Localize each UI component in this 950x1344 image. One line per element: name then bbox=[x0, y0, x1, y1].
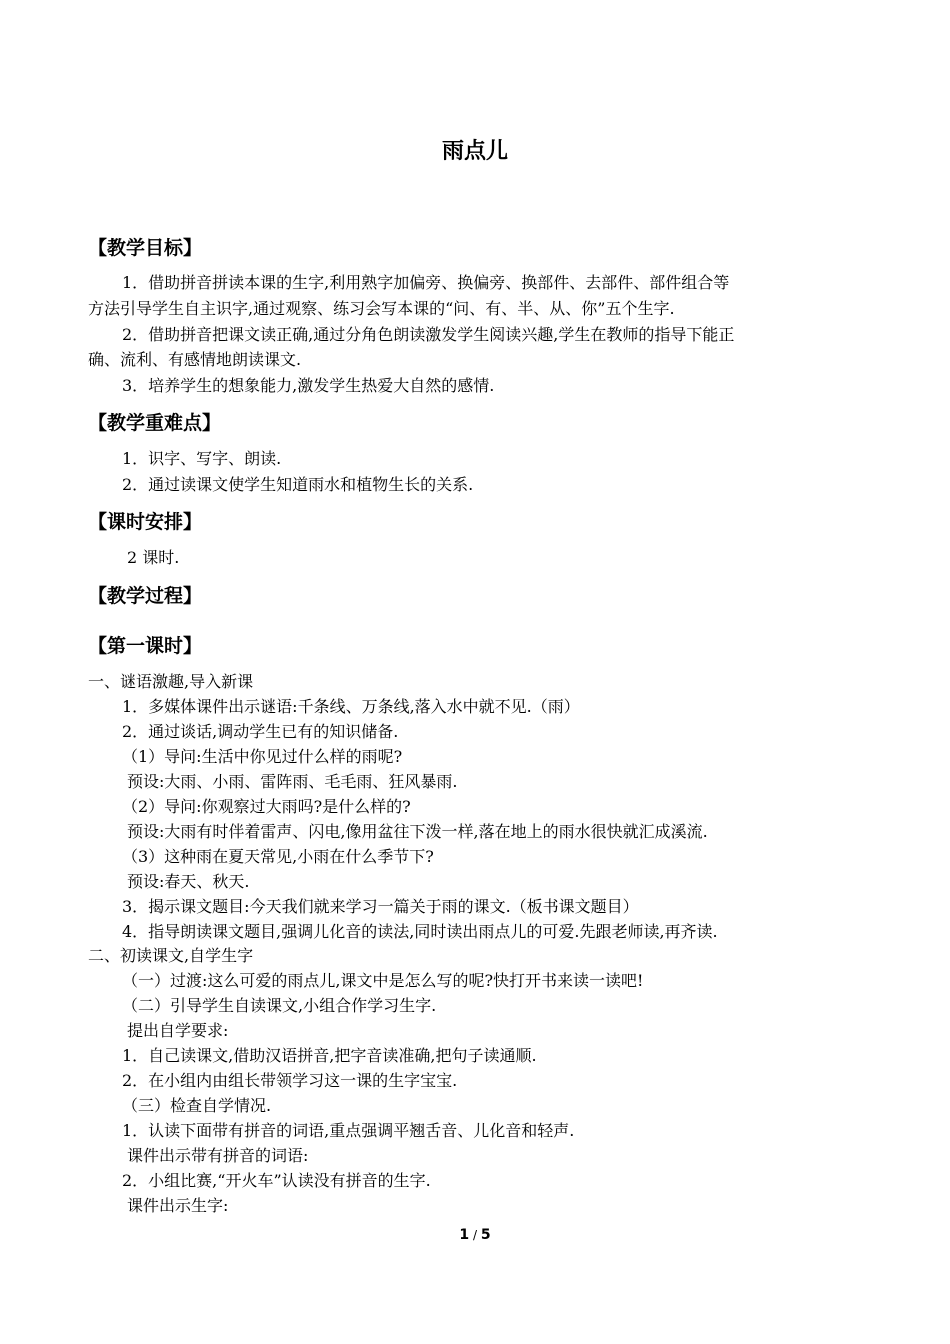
page-current: 1 bbox=[459, 1227, 470, 1243]
objective-line: 2．借助拼音把课文读正确,通过分角色朗读激发学生阅读兴趣,学生在教师的指导下能正 bbox=[122, 325, 735, 344]
key-point-line: 2．通过读课文使学生知道雨水和植物生长的关系. bbox=[122, 475, 474, 494]
lesson-line: （一）过渡:这么可爱的雨点儿,课文中是怎么写的呢?快打开书来读一读吧! bbox=[122, 971, 644, 990]
lesson-line: 课件出示带有拼音的词语: bbox=[127, 1146, 309, 1165]
lesson-line: 提出自学要求: bbox=[127, 1021, 229, 1040]
page-total: 5 bbox=[480, 1227, 491, 1243]
lesson-line: （1）导问:生活中你见过什么样的雨呢? bbox=[122, 747, 403, 766]
heading-schedule: 【课时安排】 bbox=[88, 511, 203, 533]
key-point-line: 1．识字、写字、朗读. bbox=[122, 449, 282, 468]
lesson-line: 预设:春天、秋天. bbox=[127, 872, 250, 891]
heading-process: 【教学过程】 bbox=[88, 585, 203, 607]
lesson-line: 3．揭示课文题目:今天我们就来学习一篇关于雨的课文.（板书课文题目） bbox=[122, 897, 639, 916]
lesson-line: 4．指导朗读课文题目,强调儿化音的读法,同时读出雨点儿的可爱.先跟老师读,再齐读. bbox=[122, 922, 718, 941]
lesson-line: 一、谜语激趣,导入新课 bbox=[88, 672, 254, 691]
lesson-line: 预设:大雨有时伴着雷声、闪电,像用盆往下泼一样,落在地上的雨水很快就汇成溪流. bbox=[127, 822, 708, 841]
document-title: 雨点儿 bbox=[441, 139, 508, 164]
lesson-line: 1．认读下面带有拼音的词语,重点强调平翘舌音、儿化音和轻声. bbox=[122, 1121, 575, 1140]
heading-first-lesson: 【第一课时】 bbox=[88, 635, 203, 657]
page-separator: / bbox=[469, 1228, 481, 1242]
schedule-line: 2 课时. bbox=[127, 548, 180, 567]
lesson-line: 2．通过谈话,调动学生已有的知识储备. bbox=[122, 722, 399, 741]
lesson-line: （三）检查自学情况. bbox=[122, 1096, 272, 1115]
lesson-line: （2）导问:你观察过大雨吗?是什么样的? bbox=[122, 797, 411, 816]
heading-key-points: 【教学重难点】 bbox=[88, 412, 222, 434]
lesson-line: 课件出示生字: bbox=[127, 1196, 229, 1215]
lesson-line: 1．多媒体课件出示谜语:千条线、万条线,落入水中就不见.（雨） bbox=[122, 697, 580, 716]
objective-line: 3．培养学生的想象能力,激发学生热爱大自然的感情. bbox=[122, 376, 495, 395]
objective-line: 方法引导学生自主识字,通过观察、练习会写本课的“问、有、半、从、你”五个生字. bbox=[88, 299, 675, 318]
lesson-line: 二、初读课文,自学生字 bbox=[88, 946, 254, 965]
lesson-line: （二）引导学生自读课文,小组合作学习生字. bbox=[122, 996, 437, 1015]
lesson-line: 2．在小组内由组长带领学习这一课的生字宝宝. bbox=[122, 1071, 458, 1090]
heading-objectives: 【教学目标】 bbox=[88, 237, 203, 259]
objective-line: 1．借助拼音拼读本课的生字,利用熟字加偏旁、换偏旁、换部件、去部件、部件组合等 bbox=[122, 273, 730, 292]
page-number bbox=[0, 1225, 950, 1245]
lesson-line: （3）这种雨在夏天常见,小雨在什么季节下? bbox=[122, 847, 434, 866]
lesson-line: 2．小组比赛,“开火车”认读没有拼音的生字. bbox=[122, 1171, 431, 1190]
lesson-line: 1．自己读课文,借助汉语拼音,把字音读准确,把句子读通顺. bbox=[122, 1046, 537, 1065]
objective-line: 确、流利、有感情地朗读课文. bbox=[88, 350, 302, 369]
lesson-line: 预设:大雨、小雨、雷阵雨、毛毛雨、狂风暴雨. bbox=[127, 772, 458, 791]
